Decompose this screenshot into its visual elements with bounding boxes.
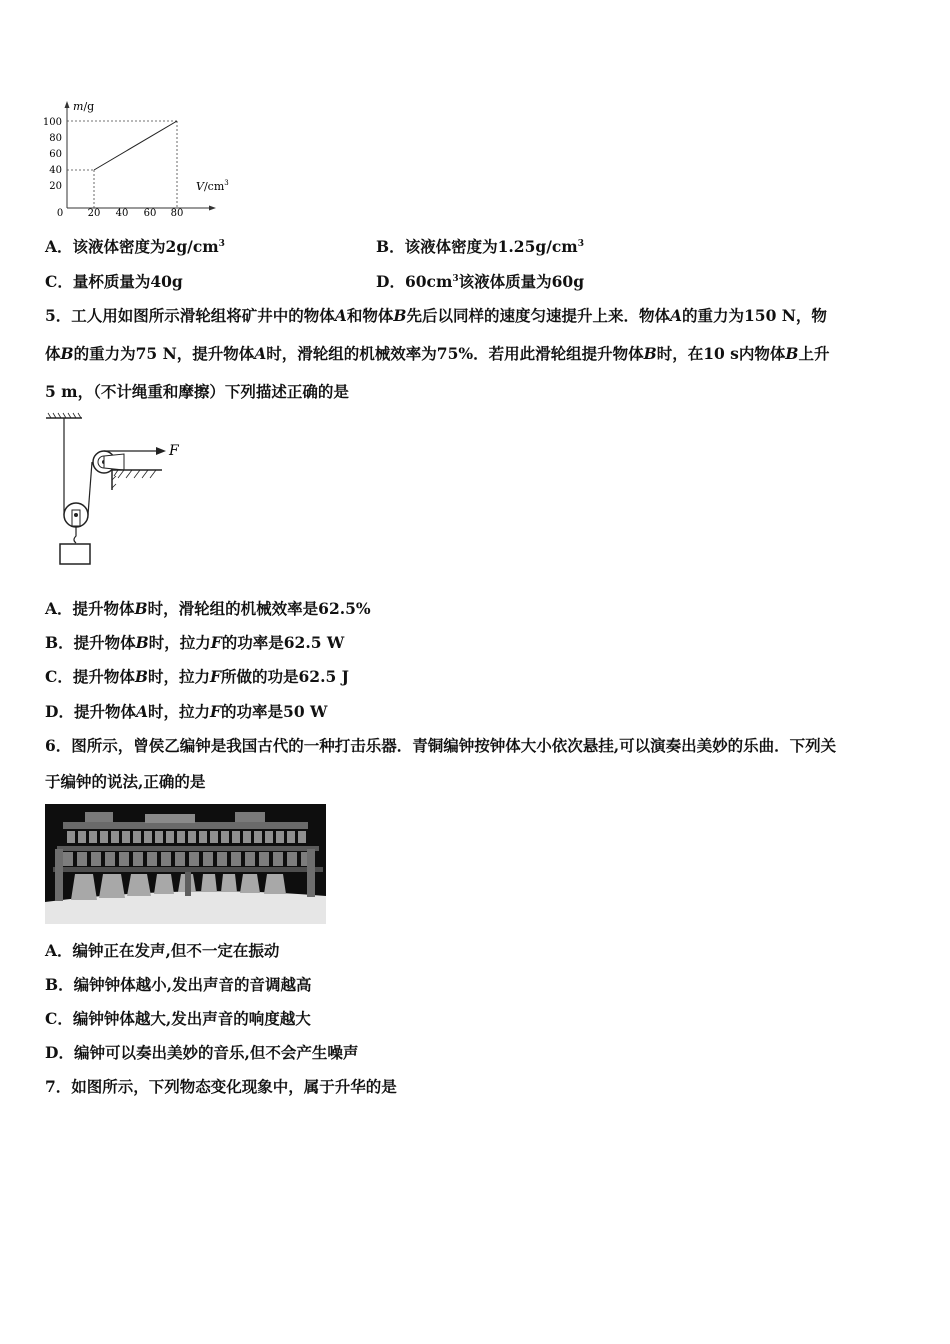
x-tick-label: 40 <box>115 208 129 219</box>
q6-option-b[interactable]: B．编钟钟体越小,发出声音的音调越高 <box>45 975 312 994</box>
y-tick-label: 100 <box>42 117 62 128</box>
q6-stem-line-2: 于编钟的说法,正确的是 <box>45 772 206 791</box>
force-label: F <box>169 443 179 459</box>
q7-stem: 7．如图所示，下列物态变化现象中，属于升华的是 <box>45 1077 397 1096</box>
pulley-bracket <box>104 454 124 470</box>
load-box <box>60 544 90 564</box>
rope-mid <box>88 462 92 515</box>
q4-option-b[interactable]: B．该液体密度为$1.25g/cm^3$ <box>376 237 584 256</box>
x-axis-label: $V/cm^3$ <box>196 179 229 193</box>
q6-option-d[interactable]: D．编钟可以奏出美妙的音乐,但不会产生噪声 <box>45 1043 359 1062</box>
y-tick-label: 60 <box>49 149 62 160</box>
x-tick-label: 20 <box>87 208 101 219</box>
q6-option-c[interactable]: C．编钟钟体越大,发出声音的响度越大 <box>45 1009 311 1028</box>
x-axis-arrow <box>209 206 216 211</box>
q5-option-b[interactable]: B．提升物体B时，拉力F的功率是62.5 W <box>45 633 345 652</box>
q5-stem-line-2: 体B的重力为75 N，提升物体A时，滑轮组的机械效率为75%．若用此滑轮组提升物体B时，在10 s内物体B上升 <box>45 344 830 363</box>
q4-option-c[interactable]: C．量杯质量为40g <box>45 272 183 291</box>
q6-stem-line-1: 6．图所示，曾侯乙编钟是我国古代的一种打击乐器．青铜编钟按钟体大小依次悬挂,可以演奏出美妙的乐曲．下列关 <box>45 736 837 755</box>
mass-volume-graph <box>40 98 240 223</box>
q4-option-d[interactable]: D．$60cm^3$该液体质量为60g <box>376 272 585 291</box>
q6-option-a[interactable]: A．编钟正在发声,但不一定在振动 <box>45 941 280 960</box>
x-tick-label: 60 <box>143 208 157 219</box>
y-axis-label: m/g <box>73 100 95 113</box>
bianzhong-photo <box>45 804 326 924</box>
q4-option-a[interactable]: A．该液体密度为$2g/cm^3$ <box>45 237 225 256</box>
x-tick-label: 80 <box>170 208 184 219</box>
pulley-figure <box>42 410 192 570</box>
q5-option-a[interactable]: A．提升物体B时，滑轮组的机械效率是62.5% <box>45 599 371 618</box>
q5-option-c[interactable]: C．提升物体B时，拉力F所做的功是62.5 J <box>45 667 349 686</box>
force-arrow <box>156 447 166 455</box>
hook <box>74 527 76 543</box>
y-tick-label: 40 <box>49 165 62 176</box>
q5-stem-line-1: 5．工人用如图所示滑轮组将矿井中的物体A和物体B先后以同样的速度匀速提升上来．物体A的重力为150 N，物 <box>45 306 827 325</box>
data-line <box>94 121 177 170</box>
wall-hatch <box>112 470 156 488</box>
q5-option-d[interactable]: D．提升物体A时，拉力F的功率是50 W <box>45 702 328 721</box>
x-tick-label: 0 <box>56 208 64 219</box>
q5-stem-line-3: 5 m，（不计绳重和摩擦）下列描述正确的是 <box>45 382 349 401</box>
y-axis-arrow <box>65 101 70 108</box>
y-tick-label: 80 <box>49 133 62 144</box>
y-tick-label: 20 <box>49 181 62 192</box>
